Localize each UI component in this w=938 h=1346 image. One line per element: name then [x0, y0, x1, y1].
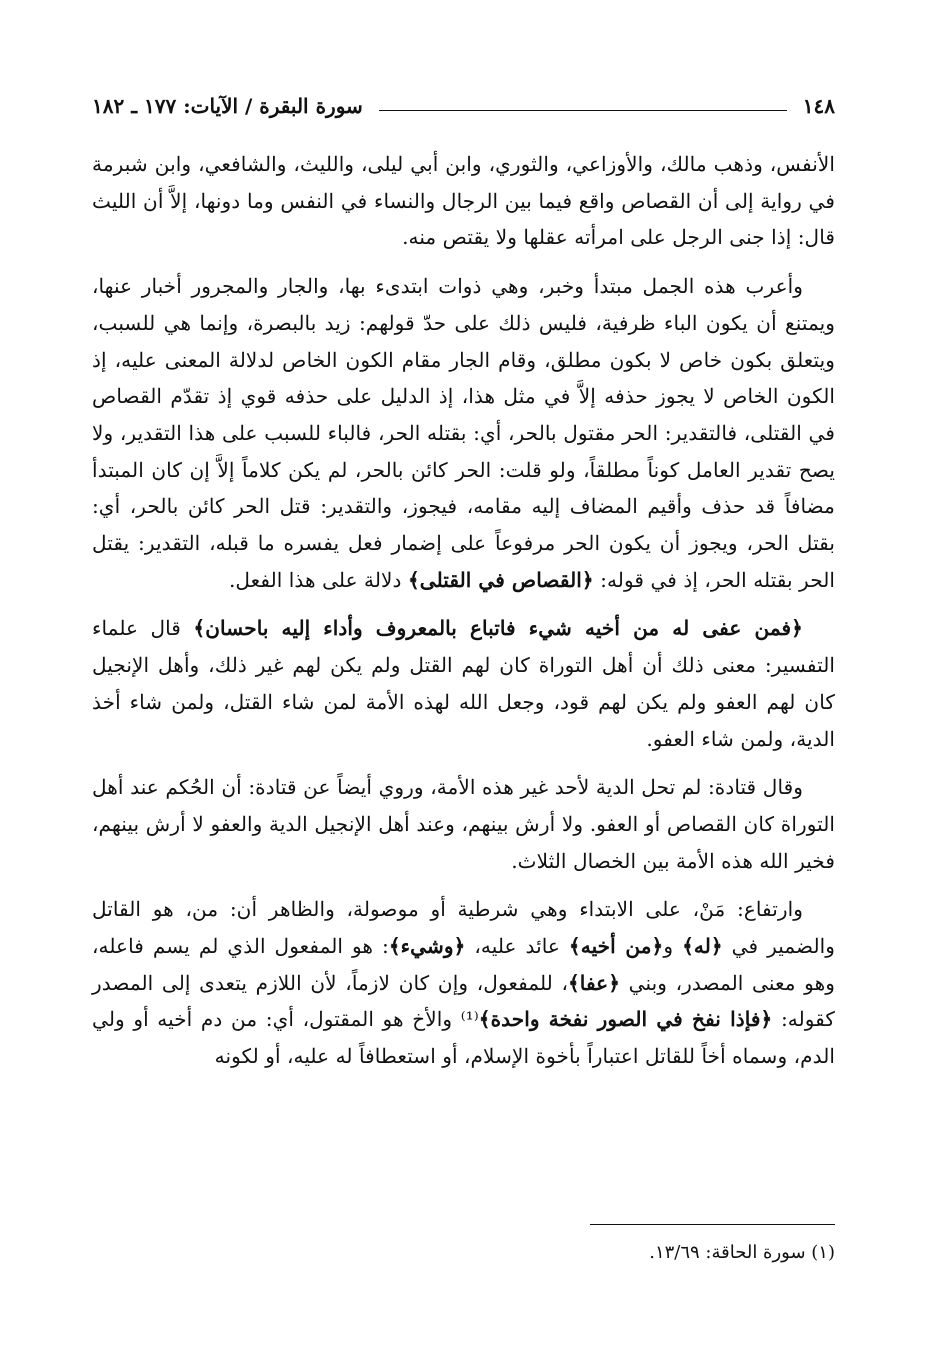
text-segment: وارتفاع: مَنْ، على الابتداء وهي شرطية أو موصولة، والظاهر أن: من، هو القاتل والضمير في: [92, 897, 836, 959]
text-segment: وأعرب هذه الجمل مبتدأ وخبر، وهي ذوات ابتدىء بها، والجار والمجرور أخبار عنها، ويمتنع أن يكون الباء ظرفية، فليس ذلك على حدّ قولهم: زيد بالبصرة، وإنما هي للسبب، ويتعلق بكون خاص لا بكون مطلق، وقام الجار مقام الكون الخاص لدلالة المعنى عليه، إذ الكون الخاص لا يجوز حذفه إلاَّ في مثل هذا، إذ الدليل على حذفه قوي إذ تقدّم القصاص في القتلى، فالتقدير: الحر مقتول بالحر، أي: بقتله الحر، فالباء للسبب على هذا التقدير، ولا يصح تقدير العامل كوناً مطلقاً، ولو قلت: الحر كائن بالحر، لم يكن كلاماً إلاَّ إن كان المبتدأ مضافاً قد حذف وأقيم المضاف إليه مقامه، فيجوز، والتقدير: قتل الحر كائن بالحر، أي: بقتل الحر، ويجوز أن يكون الحر مرفوعاً على إضمار فعل يفسره ما قبله، التقدير: يقتل الحر بقتله الحر، إذ في قوله:: [92, 274, 835, 592]
text-segment: دلالة على هذا الفعل.: [228, 567, 408, 592]
running-header: [92, 86, 835, 126]
text-segment: وقال قتادة: لم تحل الدية لأحد غير هذه الأمة، وروي أيضاً عن قتادة: أن الحُكم عند أهل التوراة كان القصاص أو العفو. ولا أرش بينهم، وعند أهل الإنجيل الدية والعفو لا أرش بينهم، فخير الله هذه الأمة بين الخصال الثلاث.: [92, 775, 835, 873]
text-segment: ⁽¹⁾ والأخ هو المقتول، أي: من دم أخيه أو ولي الدم، وسماه أخاً للقاتل اعتباراً بأخوة الإسلام، أو استعطافاً له عليه، أو لكونه: [92, 1007, 835, 1069]
body-text: [92, 146, 835, 1087]
quran-verse: ﴿القصاص في القتلى﴾: [407, 567, 594, 592]
text-segment: قال علماء التفسير: معنى ذلك أن أهل التوراة كان لهم القتل ولم يكن لهم غير ذلك، وأهل الإنجيل كان لهم العفو ولم يكن لهم قود، وجعل الله لهذه الأمة لمن شاء القتل، ولمن شاء أخذ الدية، ولمن شاء العفو.: [92, 616, 835, 751]
quran-verse: ﴿فإذا نفخ في الصور نفخة واحدة﴾: [478, 1007, 773, 1032]
text-segment: : هو المفعول الذي لم يسم فاعله، وهو معنى المصدر، وبني: [92, 934, 835, 995]
text-segment: عائد عليه،: [465, 934, 569, 959]
quran-verse: ﴿له﴾: [682, 934, 723, 959]
paragraph: [92, 769, 835, 879]
paragraph: [92, 891, 835, 1075]
text-segment: الأنفس، وذهب مالك، والأوزاعي، والثوري، وابن أبي ليلى، والليث، والشافعي، وابن شبرمة في رواية إلى أن القصاص واقع فيما بين الرجال والنساء في النفس وما دونها، إلاَّ أن الليث قال: إذا جنى الرجل على امرأته عقلها ولا يقتص منه.: [92, 152, 835, 250]
paragraph: [92, 146, 835, 256]
text-segment: ، للمفعول، وإن كان لازماً، لأن اللازم يتعدى إلى المصدر كقوله:: [92, 970, 835, 1032]
paragraph: [92, 610, 835, 757]
footnote-rule: [590, 1224, 835, 1225]
quran-verse: ﴿وشيء﴾: [388, 934, 466, 959]
footnote: (١) سورة الحاقة: ١٣/٦٩.: [649, 1242, 835, 1263]
quran-verse: ﴿من أخيه﴾: [568, 934, 664, 959]
quran-verse: ﴿فمن عفى له من أخيه شيء فاتباع بالمعروف وأداء إليه باحسان﴾: [193, 616, 803, 641]
surah-title: سورة البقرة / الآيات: ١٧٧ ـ ١٨٢: [92, 94, 363, 118]
quran-verse: ﴿عفا﴾: [567, 970, 621, 995]
paragraph: [92, 268, 835, 598]
header-rule: [379, 110, 787, 111]
page-number: ١٤٨: [802, 94, 835, 118]
text-segment: و: [663, 934, 683, 959]
